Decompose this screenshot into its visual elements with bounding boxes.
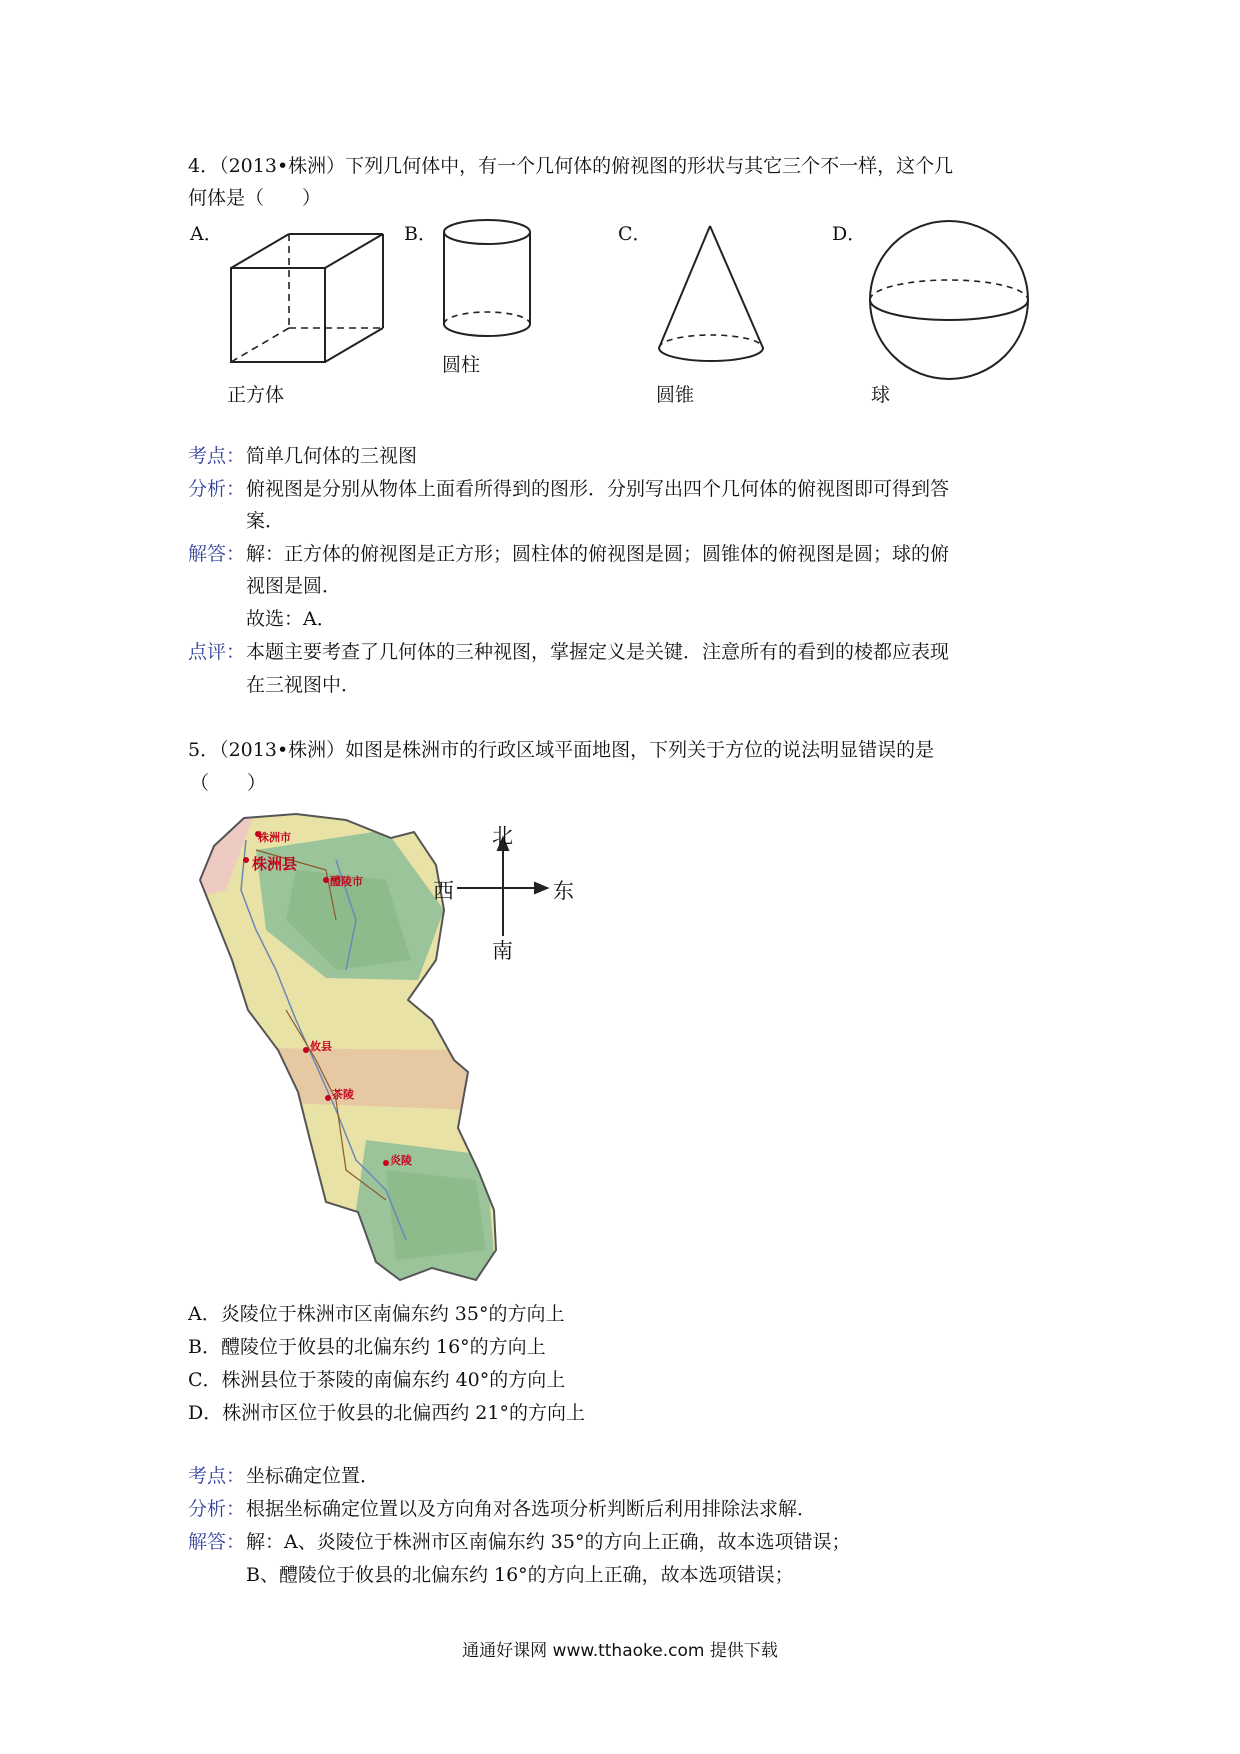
map-label-yanling: 炎陵 <box>390 1154 412 1167</box>
sphere-label: 球 <box>871 384 891 406</box>
q5-fenxi-text: 根据坐标确定位置以及方向角对各选项分析判断后利用排除法求解． <box>246 1498 817 1520</box>
map-label-zhuzhou-city: 株洲市 <box>258 831 291 844</box>
q4-fenxi-label: 分析： <box>188 478 246 500</box>
q4-option-a-letter: A． <box>190 223 223 245</box>
q5-jieda-label: 解答： <box>188 1531 246 1553</box>
cone-icon <box>655 222 775 370</box>
sphere-icon <box>868 218 1032 382</box>
q4-jieda-line1: 解：正方体的俯视图是正方形；圆柱体的俯视图是圆；圆锥体的俯视图是圆；球的俯 <box>246 543 950 565</box>
map-label-liling: 醴陵市 <box>330 875 363 888</box>
compass-east-label: 东 <box>553 879 574 903</box>
q4-kaodian-text: 简单几何体的三视图 <box>246 445 418 467</box>
q4-dianping-label: 点评： <box>188 641 246 663</box>
map-label-zhuzhou-county: 株洲县 <box>252 855 298 873</box>
map-label-chaling: 茶陵 <box>332 1088 354 1101</box>
q5-option-b: B．醴陵位于攸县的北偏东约 16°的方向上 <box>188 1336 546 1358</box>
q5-kaodian-text: 坐标确定位置． <box>246 1465 380 1487</box>
q5-jieda-line1: 解：A、炎陵位于株洲市区南偏东约 35°的方向上正确，故本选项错误； <box>246 1531 851 1553</box>
q4-option-b-letter: B． <box>404 223 437 245</box>
q4-jieda-line3: 故选：A． <box>246 608 336 630</box>
q4-kaodian-label: 考点： <box>188 445 246 467</box>
cylinder-icon <box>440 216 540 346</box>
q4-fenxi-line1: 俯视图是分别从物体上面看所得到的图形．分别写出四个几何体的俯视图即可得到答 <box>246 478 950 500</box>
q4-stem-line2: 何体是（ ） <box>188 187 322 209</box>
cube-label: 正方体 <box>227 384 285 406</box>
cube-icon <box>225 228 385 368</box>
q4-option-d-letter: D． <box>832 223 867 245</box>
q4-jieda-line2: 视图是圆． <box>246 575 342 597</box>
compass-south-label: 南 <box>492 939 513 963</box>
q5-stem-line2: （ ） <box>190 772 267 794</box>
q4-fenxi-line2: 案． <box>246 510 285 532</box>
q4-jieda-label: 解答： <box>188 543 246 565</box>
q5-option-a: A．炎陵位于株洲市区南偏东约 35°的方向上 <box>188 1303 565 1325</box>
cone-label: 圆锥 <box>656 384 695 406</box>
q4-stem-line1: 4．（2013•株洲）下列几何体中，有一个几何体的俯视图的形状与其它三个不一样，这个几 <box>188 155 954 177</box>
q5-fenxi-label: 分析： <box>188 1498 246 1520</box>
q4-option-c-letter: C． <box>618 223 652 245</box>
q4-dianping-line1: 本题主要考查了几何体的三种视图，掌握定义是关键．注意所有的看到的棱都应表现 <box>246 641 950 663</box>
q5-option-d: D．株洲市区位于攸县的北偏西约 21°的方向上 <box>188 1402 585 1424</box>
compass-north-label: 北 <box>492 824 513 848</box>
q5-stem-line1: 5．（2013•株洲）如图是株洲市的行政区域平面地图，下列关于方位的说法明显错误的是 <box>188 739 935 761</box>
q5-option-c: C．株洲县位于茶陵的南偏东约 40°的方向上 <box>188 1369 566 1391</box>
q5-kaodian-label: 考点： <box>188 1465 246 1487</box>
map-label-youxian: 攸县 <box>310 1040 332 1053</box>
q4-dianping-line2: 在三视图中． <box>246 674 361 696</box>
compass-icon <box>455 838 555 938</box>
page-footer: 通通好课网 www.tthaoke.com 提供下载 <box>462 1641 778 1661</box>
compass-west-label: 西 <box>433 879 454 903</box>
q5-jieda-line2: B、醴陵位于攸县的北偏东约 16°的方向上正确，故本选项错误； <box>246 1564 794 1586</box>
cylinder-label: 圆柱 <box>442 354 481 376</box>
